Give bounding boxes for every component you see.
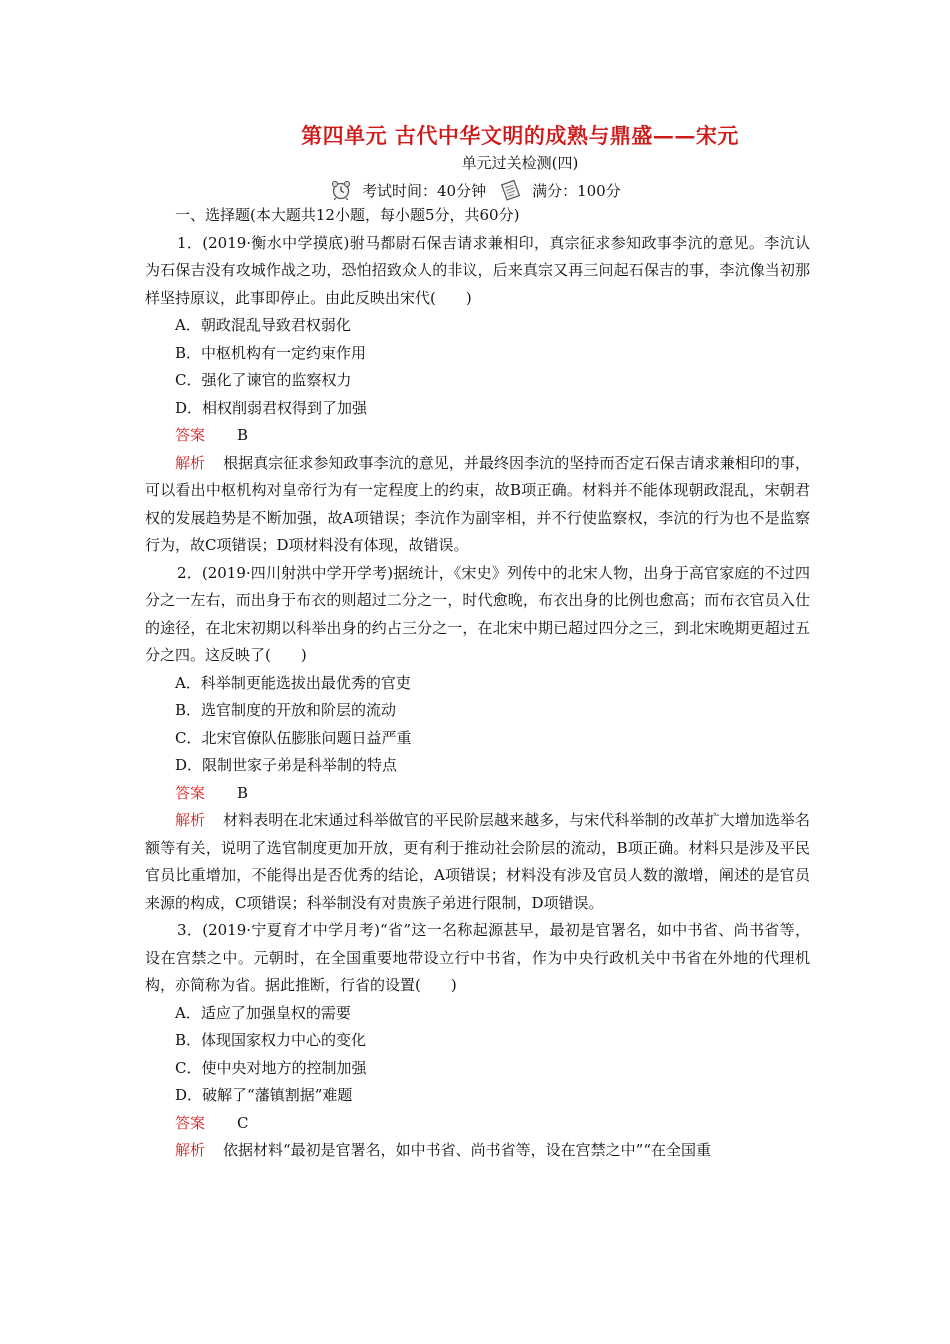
question-2-stem: 2．(2019·四川射洪中学开学考)据统计，《宋史》列传中的北宋人物，出身于高官家庭的不过四分之一左右，而出身于布衣的则超过二分之一，时代愈晚，布衣出身的比例也愈高；而布衣官员入仕的途径，在北宋初期以科举出身的约占三分之一，在北宋中期已超过四分之三，到北宋晚期更超过五分之四。这反映了( )	[145, 563, 810, 664]
question-2-option-a: A．科举制更能选拔出最优秀的官吏	[175, 673, 411, 692]
question-3-option-a: A．适应了加强皇权的需要	[175, 1003, 351, 1022]
page-title: 第四单元 古代中华文明的成熟与鼎盛——宋元	[301, 123, 739, 148]
question-3-analysis-row	[145, 1137, 810, 1165]
question-1-stem: 1．(2019·衡水中学摸底)驸马都尉石保吉请求兼相印，真宗征求参知政事李沆的意见。李沆认为石保吉没有攻城作战之功，恐怕招致众人的非议，后来真宗又再三问起石保吉的事，李沆像当初那样坚持原议，此事即停止。由此反映出宋代( )	[145, 233, 810, 307]
question-3-analysis: 依据材料“最初是官署名，如中书省、尚书省等，设在宫禁之中”“在全国重	[223, 1141, 712, 1159]
page-subtitle: 单元过关检测(四)	[461, 154, 579, 172]
question-1-option-a: A．朝政混乱导致君权弱化	[175, 316, 351, 334]
question-1-analysis: 根据真宗征求参知政事李沆的意见，并最终因李沆的坚持而否定石保吉请求兼相印的事，可以看出中枢机构对皇帝行为有一定程度上的约束，故B项正确。材料并不能体现朝政混乱，宋朝君权的发展趋势是不断加强，故A项错误；李沆作为副宰相，并不行使监察权，李沆的行为也不是监察行为，故C项错误；D项材料没有体现，故错误。	[145, 453, 810, 554]
question-1-analysis-row	[145, 450, 810, 560]
question-3-option-c: C．使中央对地方的控制加强	[175, 1058, 367, 1077]
question-1-option-c: C．强化了谏官的监察权力	[175, 371, 352, 389]
question-2-option-c: C．北宋官僚队伍膨胀问题日益严重	[175, 728, 412, 747]
question-1-option-b: B．中枢机构有一定约束作用	[175, 343, 367, 362]
question-2-answer-row	[145, 780, 810, 808]
question-3-answer-row	[145, 1110, 810, 1138]
question-2-answer: B	[237, 783, 249, 802]
exam-content	[145, 202, 810, 1165]
section-heading: 一、选择题(本大题共12小题，每小题5分，共60分)	[175, 206, 520, 224]
question-2-option-b: B．选官制度的开放和阶层的流动	[175, 701, 397, 719]
answer-label: 答案	[175, 1113, 206, 1132]
analysis-label: 解析	[175, 1141, 206, 1159]
question-1-answer: B	[237, 426, 249, 444]
alarm-clock-icon	[330, 179, 352, 201]
exam-time: 考试时间：40分钟	[362, 181, 487, 200]
exam-score: 满分：100分	[532, 181, 621, 200]
question-3-option-d: D．破解了“藩镇割据”难题	[175, 1086, 353, 1104]
exam-meta	[330, 178, 621, 202]
question-3-option-b: B．体现国家权力中心的变化	[175, 1031, 367, 1049]
paper-icon	[500, 179, 522, 201]
answer-label: 答案	[175, 783, 206, 802]
analysis-label: 解析	[175, 453, 206, 472]
question-2-analysis: 材料表明在北宋通过科举做官的平民阶层越来越多，与宋代科举制的改革扩大增加选举名额等有关，说明了选官制度更加开放，更有利于推动社会阶层的流动，B项正确。材料只是涉及平民官员比重增加，不能得出是否优秀的结论，A项错误；材料没有涉及官员人数的激增，阐述的是官员来源的构成，C项错误；科举制没有对贵族子弟进行限制，D项错误。	[145, 811, 810, 912]
question-2-analysis-row	[145, 807, 810, 917]
question-1-answer-row	[145, 422, 810, 450]
analysis-label: 解析	[175, 811, 206, 829]
question-3-answer: C	[237, 1113, 249, 1132]
question-1-option-d: D．相权削弱君权得到了加强	[175, 398, 368, 417]
question-2-option-d: D．限制世家子弟是科举制的特点	[175, 756, 398, 774]
answer-label: 答案	[175, 426, 206, 444]
question-3-stem: 3．(2019·宁夏育才中学月考)“省”这一名称起源甚早，最初是官署名，如中书省、尚书省等，设在宫禁之中。元朝时，在全国重要地带设立行中书省，作为中央行政机关中书省在外地的代理机构，亦简称为省。据此推断，行省的设置( )	[145, 921, 810, 994]
